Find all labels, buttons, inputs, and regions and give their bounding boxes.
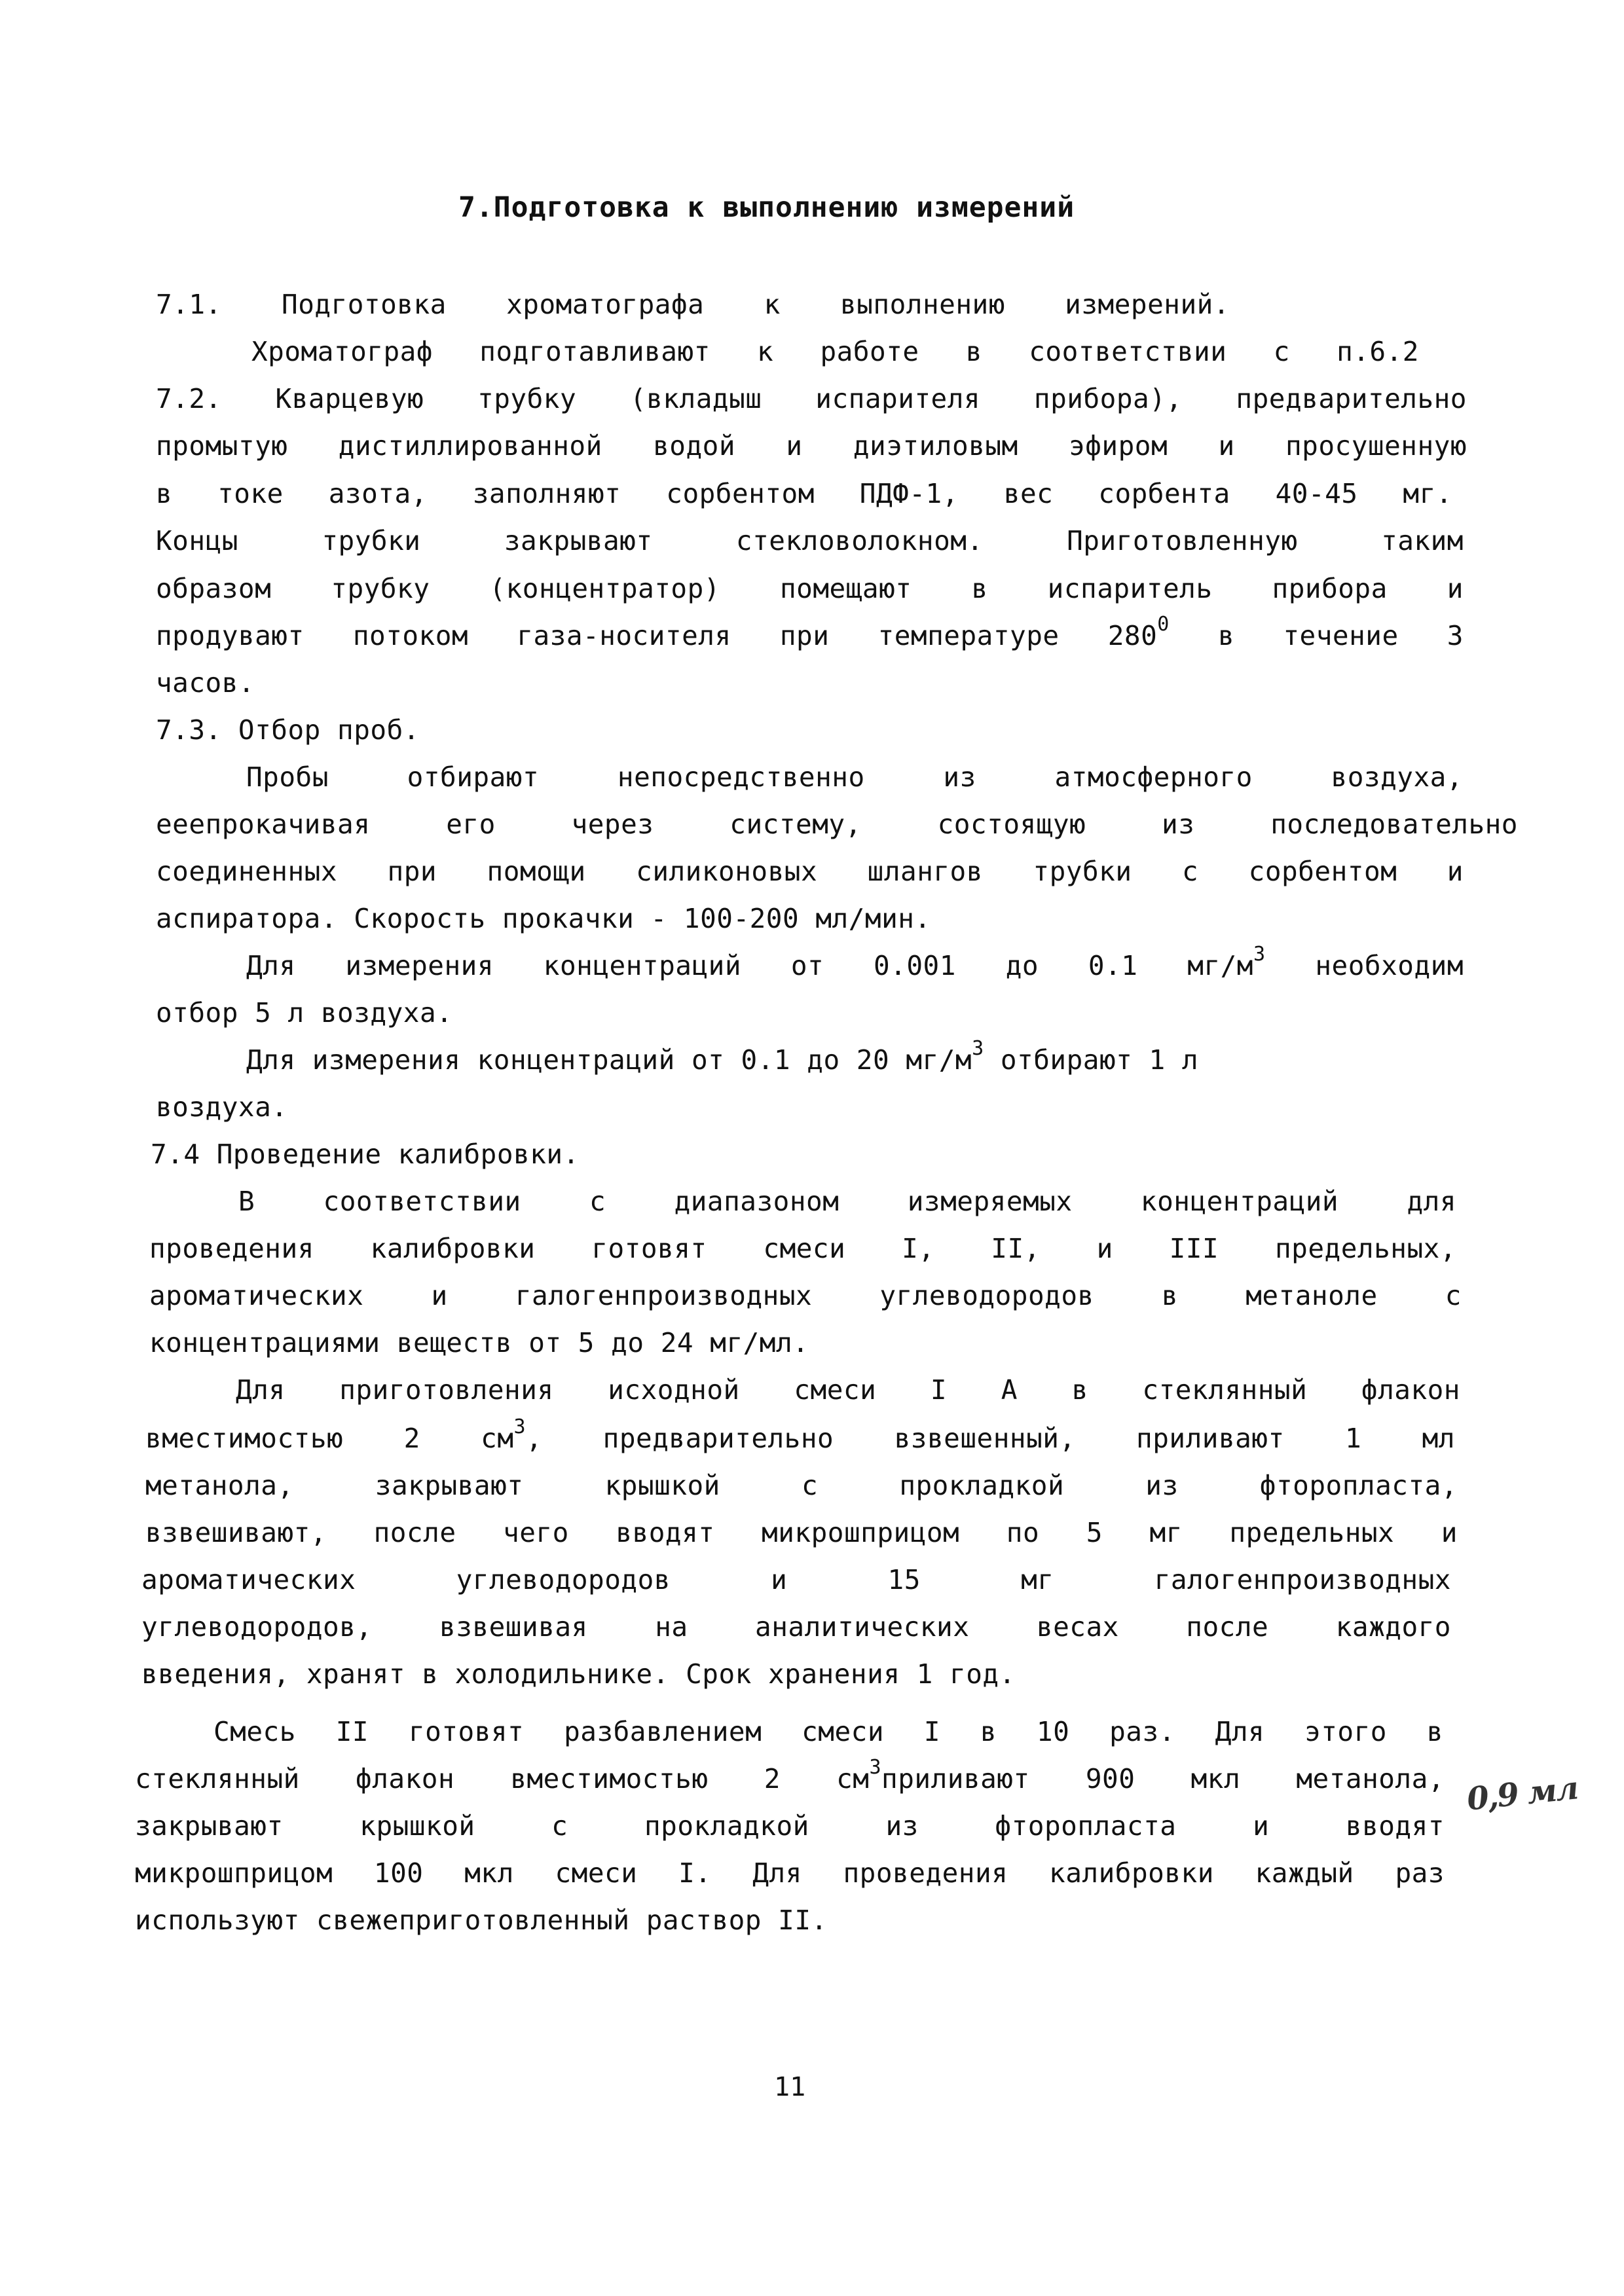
- text-fragment: Для измерения концентраций от 0.001 до 0.1 мг/м: [246, 950, 1253, 981]
- text-line: ароматических углеводородов и 15 мг галогенпроизводных: [141, 1564, 1451, 1595]
- text-line: [156, 613, 1464, 652]
- text-line: взвешивают, после чего вводят микрошприцом по 5 мг предельных и: [145, 1517, 1458, 1548]
- text-line: ароматических и галогенпроизводных углеводородов в метаноле с: [149, 1280, 1462, 1311]
- text-line: в токе азота, заполняют сорбентом ПДФ-1, вес сорбента 40-45 мг.: [156, 478, 1452, 509]
- text-line: закрывают крышкой с прокладкой из фторопласта и вводят: [135, 1810, 1445, 1842]
- text-line: микрошприцом 100 мкл смеси I. Для проведения калибровки каждый раз: [135, 1857, 1445, 1889]
- text-fragment: отбирают 1 л: [984, 1044, 1199, 1076]
- text-line: [135, 1756, 1445, 1795]
- handwritten-note: 0,9 мл: [1465, 1770, 1579, 1818]
- text-line: проведения калибровки готовят смеси I, II, и III предельных,: [149, 1233, 1456, 1264]
- text-line: соединенных при помощи силиконовых шлангов трубки с сорбентом и: [156, 856, 1464, 887]
- text-line: Концы трубки закрывают стекловолокном. Приготовленную таким: [156, 525, 1464, 556]
- section-heading: 7.Подготовка к выполнению измерений: [458, 191, 1075, 224]
- text-fragment: продувают потоком газа-носителя при температуре 280: [156, 620, 1158, 651]
- text-line: ееепрокачивая его через систему, состоящую из последовательно: [156, 809, 1518, 840]
- text-fragment: вместимостью 2 см: [145, 1423, 514, 1454]
- text-line: [246, 943, 1464, 982]
- text-line: Смесь II готовят разбавлением смеси I в 10 раз. Для этого в: [213, 1716, 1443, 1747]
- superscript-cube: 3: [869, 1756, 882, 1779]
- text-line: углеводородов, взвешивая на аналитических весах после каждого: [141, 1611, 1451, 1643]
- page-number: 11: [774, 2072, 806, 2102]
- text-line: [246, 1037, 1199, 1076]
- text-line: Хроматограф подготавливают к работе в соответствии с п.6.2: [251, 336, 1419, 367]
- text-fragment: Для измерения концентраций от 0.1 до 20 мг/м: [246, 1044, 972, 1076]
- superscript-degree: 0: [1157, 613, 1170, 636]
- text-line: аспиратора. Скорость прокачки - 100-200 мл/мин.: [156, 903, 931, 934]
- text-line: отбор 5 л воздуха.: [156, 997, 453, 1029]
- text-line: Пробы отбирают непосредственно из атмосферного воздуха,: [246, 761, 1463, 793]
- text-fragment: стеклянный флакон вместимостью 2 см: [135, 1763, 870, 1795]
- superscript-cube: 3: [1253, 943, 1266, 966]
- text-line: образом трубку (концентратор) помещают в испаритель прибора и: [156, 573, 1464, 604]
- superscript-cube: 3: [513, 1415, 526, 1438]
- text-line: [145, 1415, 1455, 1455]
- text-line: промытую дистиллированной водой и диэтиловым эфиром и просушенную: [156, 430, 1467, 462]
- text-fragment: необходим: [1265, 950, 1464, 981]
- text-line: 7.2. Кварцевую трубку (вкладыш испарителя прибора), предварительно: [156, 383, 1467, 414]
- text-fragment: в течение 3: [1169, 620, 1464, 651]
- subsection-heading: 7.3. Отбор проб.: [156, 714, 420, 746]
- superscript-cube: 3: [972, 1037, 984, 1060]
- text-line: Для приготовления исходной смеси I А в стеклянный флакон: [236, 1374, 1460, 1406]
- text-fragment: приливают 900 мкл метанола,: [881, 1763, 1445, 1795]
- text-line: используют свежеприготовленный раствор II.: [135, 1904, 828, 1936]
- text-line: В соответствии с диапазоном измеряемых концентраций для: [238, 1186, 1456, 1217]
- text-line: 7.1. Подготовка хроматографа к выполнению измерений.: [156, 289, 1230, 320]
- text-line: часов.: [156, 667, 255, 699]
- text-line: метанола, закрывают крышкой с прокладкой из фторопласта,: [145, 1470, 1458, 1501]
- text-line: введения, хранят в холодильнике. Срок хранения 1 год.: [141, 1658, 1016, 1690]
- text-fragment: , предварительно взвешенный, приливают 1 мл: [526, 1423, 1455, 1454]
- text-line: концентрациями веществ от 5 до 24 мг/мл.: [149, 1327, 809, 1358]
- subsection-heading: 7.4 Проведение калибровки.: [151, 1139, 580, 1170]
- text-line: воздуха.: [156, 1091, 288, 1123]
